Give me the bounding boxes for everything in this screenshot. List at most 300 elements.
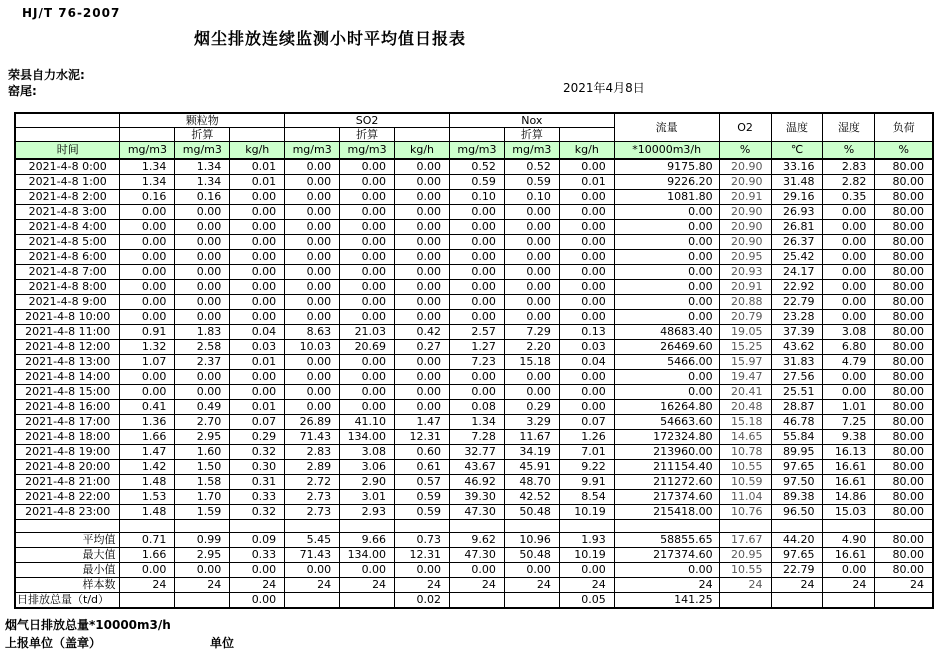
value-cell: 0.00 — [340, 159, 395, 175]
value-cell: 1.42 — [120, 460, 175, 475]
value-cell: 0.00 — [559, 159, 614, 175]
value-cell: 1.59 — [175, 505, 230, 520]
value-cell: 0.00 — [449, 250, 504, 265]
value-cell: 1.70 — [175, 490, 230, 505]
value-cell: 0.00 — [120, 235, 175, 250]
value-cell: 0.07 — [230, 415, 285, 430]
value-cell: 16.61 — [823, 475, 875, 490]
value-cell: 1081.80 — [614, 190, 719, 205]
value-cell: 2.70 — [175, 415, 230, 430]
value-cell: 14.65 — [719, 430, 771, 445]
value-cell: 1.93 — [559, 533, 614, 548]
value-cell: 27.56 — [771, 370, 823, 385]
value-cell: 1.27 — [449, 340, 504, 355]
row-label-cell: 2021-4-8 9:00 — [15, 295, 120, 310]
value-cell: 24 — [340, 578, 395, 593]
value-cell: 0.00 — [340, 235, 395, 250]
table-row — [15, 400, 933, 415]
row-label-cell: 2021-4-8 6:00 — [15, 250, 120, 265]
table-row — [15, 370, 933, 385]
value-cell: 1.58 — [175, 475, 230, 490]
value-cell: 80.00 — [875, 445, 933, 460]
value-cell: 10.59 — [719, 475, 771, 490]
value-cell: 20.95 — [719, 250, 771, 265]
col-group-nox: Nox — [449, 113, 614, 128]
value-cell: 0.00 — [285, 175, 340, 190]
empty-cell — [449, 520, 504, 533]
value-cell: 80.00 — [875, 355, 933, 370]
value-cell: 0.00 — [340, 385, 395, 400]
value-cell: 47.30 — [449, 548, 504, 563]
value-cell: 0.00 — [340, 280, 395, 295]
value-cell: 1.34 — [120, 175, 175, 190]
value-cell: 0.33 — [230, 490, 285, 505]
value-cell: 0.02 — [395, 593, 450, 609]
value-cell: 0.00 — [175, 235, 230, 250]
value-cell — [823, 593, 875, 609]
empty-cell — [395, 520, 450, 533]
value-cell: 24 — [175, 578, 230, 593]
value-cell: 80.00 — [875, 533, 933, 548]
value-cell: 0.00 — [823, 235, 875, 250]
table-row — [15, 355, 933, 370]
value-cell: 0.00 — [559, 205, 614, 220]
value-cell: 0.00 — [504, 265, 559, 280]
value-cell: 1.66 — [120, 548, 175, 563]
value-cell: 89.38 — [771, 490, 823, 505]
value-cell: 20.90 — [719, 235, 771, 250]
value-cell: 0.00 — [614, 265, 719, 280]
value-cell: 0.00 — [823, 370, 875, 385]
value-cell: 26.81 — [771, 220, 823, 235]
table-row — [15, 250, 933, 265]
value-cell: 0.32 — [230, 445, 285, 460]
value-cell: 1.34 — [175, 175, 230, 190]
value-cell: 20.95 — [719, 548, 771, 563]
value-cell: 0.00 — [395, 355, 450, 370]
value-cell: 0.71 — [120, 533, 175, 548]
value-cell: 21.03 — [340, 325, 395, 340]
value-cell: 48683.40 — [614, 325, 719, 340]
value-cell — [120, 593, 175, 609]
value-cell: 0.00 — [614, 280, 719, 295]
value-cell: 16.13 — [823, 445, 875, 460]
value-cell: 0.00 — [395, 295, 450, 310]
table-row — [15, 310, 933, 325]
value-cell: 9.22 — [559, 460, 614, 475]
value-cell: 0.00 — [285, 310, 340, 325]
value-cell: 50.48 — [504, 505, 559, 520]
value-cell: 80.00 — [875, 235, 933, 250]
value-cell: 43.62 — [771, 340, 823, 355]
daily-total-row — [15, 593, 933, 609]
table-row — [15, 475, 933, 490]
value-cell: 0.00 — [340, 355, 395, 370]
value-cell: 141.25 — [614, 593, 719, 609]
value-cell: 80.00 — [875, 340, 933, 355]
value-cell: 1.83 — [175, 325, 230, 340]
value-cell: 0.00 — [285, 190, 340, 205]
value-cell: 10.19 — [559, 548, 614, 563]
value-cell: 0.91 — [120, 325, 175, 340]
empty-cell — [504, 520, 559, 533]
empty-cell — [771, 520, 823, 533]
value-cell: 0.00 — [285, 295, 340, 310]
value-cell: 0.00 — [559, 400, 614, 415]
subheader-converted-nox: 折算 — [504, 128, 559, 142]
value-cell: 0.00 — [230, 280, 285, 295]
value-cell: 0.32 — [230, 505, 285, 520]
value-cell: 24 — [120, 578, 175, 593]
value-cell — [340, 593, 395, 609]
value-cell: 80.00 — [875, 385, 933, 400]
value-cell: 0.29 — [504, 400, 559, 415]
value-cell: 0.00 — [504, 280, 559, 295]
value-cell: 3.01 — [340, 490, 395, 505]
value-cell: 80.00 — [875, 490, 933, 505]
value-cell: 19.47 — [719, 370, 771, 385]
value-cell: 9.38 — [823, 430, 875, 445]
value-cell: 0.00 — [559, 280, 614, 295]
value-cell: 0.00 — [559, 310, 614, 325]
value-cell: 0.00 — [285, 280, 340, 295]
value-cell: 0.00 — [340, 265, 395, 280]
value-cell: 46.78 — [771, 415, 823, 430]
value-cell: 0.00 — [285, 205, 340, 220]
value-cell: 9.91 — [559, 475, 614, 490]
value-cell: 211272.60 — [614, 475, 719, 490]
col-header-o2: O2 — [719, 113, 771, 142]
value-cell: 0.03 — [230, 340, 285, 355]
value-cell: 0.00 — [175, 220, 230, 235]
value-cell: 0.00 — [285, 355, 340, 370]
value-cell: 0.00 — [823, 295, 875, 310]
value-cell: 0.00 — [230, 190, 285, 205]
value-cell: 16.61 — [823, 460, 875, 475]
value-cell: 80.00 — [875, 415, 933, 430]
value-cell: 0.00 — [395, 175, 450, 190]
value-cell: 0.00 — [230, 265, 285, 280]
value-cell: 0.73 — [395, 533, 450, 548]
value-cell: 0.00 — [504, 295, 559, 310]
value-cell: 7.28 — [449, 430, 504, 445]
value-cell — [449, 593, 504, 609]
spacer-row — [15, 520, 933, 533]
row-label-cell: 最大值 — [15, 548, 120, 563]
value-cell: 0.00 — [395, 370, 450, 385]
value-cell: 24 — [875, 578, 933, 593]
value-cell: 10.96 — [504, 533, 559, 548]
value-cell: 1.01 — [823, 400, 875, 415]
value-cell: 0.00 — [230, 295, 285, 310]
value-cell: 7.25 — [823, 415, 875, 430]
subheader-converted-pm: 折算 — [175, 128, 230, 142]
row-label-cell: 2021-4-8 0:00 — [15, 159, 120, 175]
value-cell: 0.57 — [395, 475, 450, 490]
value-cell: 22.79 — [771, 563, 823, 578]
value-cell: 9.66 — [340, 533, 395, 548]
value-cell: 0.00 — [559, 563, 614, 578]
value-cell: 96.50 — [771, 505, 823, 520]
value-cell: 1.50 — [175, 460, 230, 475]
value-cell: 2.20 — [504, 340, 559, 355]
table-row — [15, 340, 933, 355]
table-row — [15, 175, 933, 190]
value-cell: 0.00 — [340, 400, 395, 415]
value-cell: 20.90 — [719, 205, 771, 220]
value-cell: 5466.00 — [614, 355, 719, 370]
value-cell: 1.53 — [120, 490, 175, 505]
value-cell: 0.00 — [395, 385, 450, 400]
row-label-cell: 2021-4-8 14:00 — [15, 370, 120, 385]
value-cell: 0.00 — [395, 205, 450, 220]
value-cell: 58855.65 — [614, 533, 719, 548]
empty-cell — [285, 520, 340, 533]
value-cell: 20.90 — [719, 220, 771, 235]
value-cell: 71.43 — [285, 430, 340, 445]
value-cell: 24 — [504, 578, 559, 593]
row-label-cell: 2021-4-8 16:00 — [15, 400, 120, 415]
value-cell: 22.79 — [771, 295, 823, 310]
header-units-row: 时间 mg/m3 mg/m3 kg/h mg/m3 mg/m3 kg/h mg/m3 mg/m3 kg/h *10000m3/h % ℃ % % — [15, 142, 933, 160]
table-row — [15, 445, 933, 460]
value-cell: 0.00 — [340, 175, 395, 190]
value-cell: 0.00 — [449, 235, 504, 250]
value-cell: 0.00 — [340, 310, 395, 325]
value-cell: 0.00 — [395, 250, 450, 265]
value-cell: 80.00 — [875, 280, 933, 295]
value-cell: 0.00 — [230, 370, 285, 385]
value-cell: 26.37 — [771, 235, 823, 250]
value-cell: 134.00 — [340, 548, 395, 563]
value-cell: 0.00 — [285, 563, 340, 578]
value-cell: 217374.60 — [614, 490, 719, 505]
value-cell: 0.00 — [504, 220, 559, 235]
value-cell: 2.57 — [449, 325, 504, 340]
value-cell: 0.00 — [230, 593, 285, 609]
value-cell: 0.00 — [230, 563, 285, 578]
value-cell: 10.19 — [559, 505, 614, 520]
value-cell: 0.00 — [285, 370, 340, 385]
value-cell: 10.03 — [285, 340, 340, 355]
table-row — [15, 159, 933, 175]
value-cell: 0.52 — [449, 159, 504, 175]
value-cell: 8.63 — [285, 325, 340, 340]
value-cell: 20.91 — [719, 280, 771, 295]
value-cell: 0.07 — [559, 415, 614, 430]
value-cell: 0.00 — [285, 235, 340, 250]
value-cell: 80.00 — [875, 563, 933, 578]
value-cell: 0.01 — [230, 355, 285, 370]
value-cell: 0.00 — [559, 385, 614, 400]
value-cell: 0.01 — [230, 159, 285, 175]
value-cell: 211154.40 — [614, 460, 719, 475]
value-cell: 0.00 — [449, 280, 504, 295]
value-cell: 0.00 — [175, 280, 230, 295]
value-cell: 50.48 — [504, 548, 559, 563]
value-cell: 42.52 — [504, 490, 559, 505]
value-cell: 20.90 — [719, 159, 771, 175]
value-cell: 89.95 — [771, 445, 823, 460]
value-cell: 0.52 — [504, 159, 559, 175]
value-cell: 0.00 — [504, 235, 559, 250]
report-date: 2021年4月8日 — [563, 81, 645, 95]
value-cell: 4.79 — [823, 355, 875, 370]
report-table — [14, 112, 934, 609]
row-label-cell: 2021-4-8 2:00 — [15, 190, 120, 205]
value-cell: 47.30 — [449, 505, 504, 520]
value-cell: 1.48 — [120, 505, 175, 520]
row-label-cell: 日排放总量（t/d） — [15, 593, 120, 609]
value-cell: 0.00 — [285, 250, 340, 265]
value-cell: 0.00 — [823, 265, 875, 280]
value-cell: 0.00 — [230, 235, 285, 250]
value-cell: 26.89 — [285, 415, 340, 430]
value-cell: 26469.60 — [614, 340, 719, 355]
value-cell: 5.45 — [285, 533, 340, 548]
table-row — [15, 490, 933, 505]
row-label-cell: 2021-4-8 12:00 — [15, 340, 120, 355]
value-cell: 0.00 — [614, 370, 719, 385]
value-cell: 0.00 — [395, 310, 450, 325]
value-cell: 0.49 — [175, 400, 230, 415]
page-title: 烟尘排放连续监测小时平均值日报表 — [193, 29, 466, 48]
value-cell: 0.00 — [175, 370, 230, 385]
value-cell: 80.00 — [875, 205, 933, 220]
empty-cell — [823, 520, 875, 533]
value-cell: 0.00 — [230, 220, 285, 235]
value-cell: 2.95 — [175, 548, 230, 563]
value-cell: 80.00 — [875, 220, 933, 235]
value-cell: 0.99 — [175, 533, 230, 548]
value-cell: 9.62 — [449, 533, 504, 548]
col-header-temperature: 温度 — [771, 113, 823, 142]
value-cell: 0.00 — [504, 385, 559, 400]
row-label-cell: 2021-4-8 22:00 — [15, 490, 120, 505]
value-cell: 1.26 — [559, 430, 614, 445]
value-cell: 24 — [285, 578, 340, 593]
value-cell: 97.65 — [771, 548, 823, 563]
value-cell: 0.00 — [340, 250, 395, 265]
value-cell: 0.08 — [449, 400, 504, 415]
value-cell: 0.00 — [614, 220, 719, 235]
value-cell: 0.00 — [559, 295, 614, 310]
value-cell: 2.37 — [175, 355, 230, 370]
value-cell: 80.00 — [875, 325, 933, 340]
row-label-cell: 2021-4-8 17:00 — [15, 415, 120, 430]
row-label-cell: 2021-4-8 1:00 — [15, 175, 120, 190]
value-cell: 0.33 — [230, 548, 285, 563]
value-cell: 80.00 — [875, 250, 933, 265]
value-cell: 2.90 — [340, 475, 395, 490]
value-cell: 8.54 — [559, 490, 614, 505]
value-cell: 0.00 — [340, 563, 395, 578]
value-cell: 20.41 — [719, 385, 771, 400]
row-label-cell: 2021-4-8 8:00 — [15, 280, 120, 295]
value-cell: 80.00 — [875, 505, 933, 520]
value-cell: 17.67 — [719, 533, 771, 548]
value-cell: 41.10 — [340, 415, 395, 430]
value-cell: 0.05 — [559, 593, 614, 609]
value-cell: 80.00 — [875, 460, 933, 475]
table-row — [15, 235, 933, 250]
value-cell: 1.36 — [120, 415, 175, 430]
value-cell: 44.20 — [771, 533, 823, 548]
value-cell: 1.48 — [120, 475, 175, 490]
value-cell: 3.08 — [823, 325, 875, 340]
value-cell: 2.82 — [823, 175, 875, 190]
value-cell: 12.31 — [395, 430, 450, 445]
value-cell: 0.00 — [175, 385, 230, 400]
value-cell: 7.23 — [449, 355, 504, 370]
value-cell: 19.05 — [719, 325, 771, 340]
value-cell: 0.13 — [559, 325, 614, 340]
value-cell: 80.00 — [875, 159, 933, 175]
row-label-cell: 2021-4-8 21:00 — [15, 475, 120, 490]
value-cell: 1.34 — [449, 415, 504, 430]
value-cell: 31.48 — [771, 175, 823, 190]
corner-cell — [15, 113, 120, 128]
value-cell: 0.01 — [230, 400, 285, 415]
value-cell: 24 — [614, 578, 719, 593]
value-cell: 0.00 — [559, 370, 614, 385]
value-cell: 4.90 — [823, 533, 875, 548]
value-cell: 55.84 — [771, 430, 823, 445]
value-cell: 0.00 — [120, 310, 175, 325]
col-header-humidity: 湿度 — [823, 113, 875, 142]
value-cell: 0.00 — [504, 563, 559, 578]
value-cell: 1.07 — [120, 355, 175, 370]
value-cell: 0.00 — [285, 220, 340, 235]
row-label-cell: 2021-4-8 23:00 — [15, 505, 120, 520]
table-row — [15, 280, 933, 295]
value-cell: 0.00 — [120, 370, 175, 385]
value-cell: 0.59 — [449, 175, 504, 190]
value-cell: 20.93 — [719, 265, 771, 280]
value-cell: 0.41 — [120, 400, 175, 415]
value-cell: 2.58 — [175, 340, 230, 355]
value-cell: 0.00 — [559, 190, 614, 205]
gas-daily-total-note: 烟气日排放总量*10000m3/h — [5, 618, 171, 632]
value-cell: 20.88 — [719, 295, 771, 310]
value-cell: 24.17 — [771, 265, 823, 280]
value-cell: 24 — [230, 578, 285, 593]
value-cell: 24 — [771, 578, 823, 593]
row-label-cell: 2021-4-8 7:00 — [15, 265, 120, 280]
value-cell: 16.61 — [823, 548, 875, 563]
value-cell — [875, 593, 933, 609]
value-cell: 0.00 — [614, 205, 719, 220]
table-row — [15, 325, 933, 340]
value-cell: 2.73 — [285, 490, 340, 505]
report-unit-label: 上报单位（盖章） — [5, 636, 102, 650]
value-cell: 80.00 — [875, 430, 933, 445]
value-cell: 97.50 — [771, 475, 823, 490]
value-cell: 0.00 — [823, 250, 875, 265]
value-cell: 0.00 — [504, 310, 559, 325]
value-cell: 7.01 — [559, 445, 614, 460]
value-cell: 0.35 — [823, 190, 875, 205]
value-cell: 0.00 — [175, 563, 230, 578]
table-row — [15, 205, 933, 220]
empty-cell — [230, 520, 285, 533]
value-cell: 0.00 — [449, 205, 504, 220]
value-cell: 33.16 — [771, 159, 823, 175]
value-cell: 80.00 — [875, 190, 933, 205]
value-cell: 3.08 — [340, 445, 395, 460]
empty-cell — [559, 520, 614, 533]
value-cell: 0.00 — [340, 295, 395, 310]
